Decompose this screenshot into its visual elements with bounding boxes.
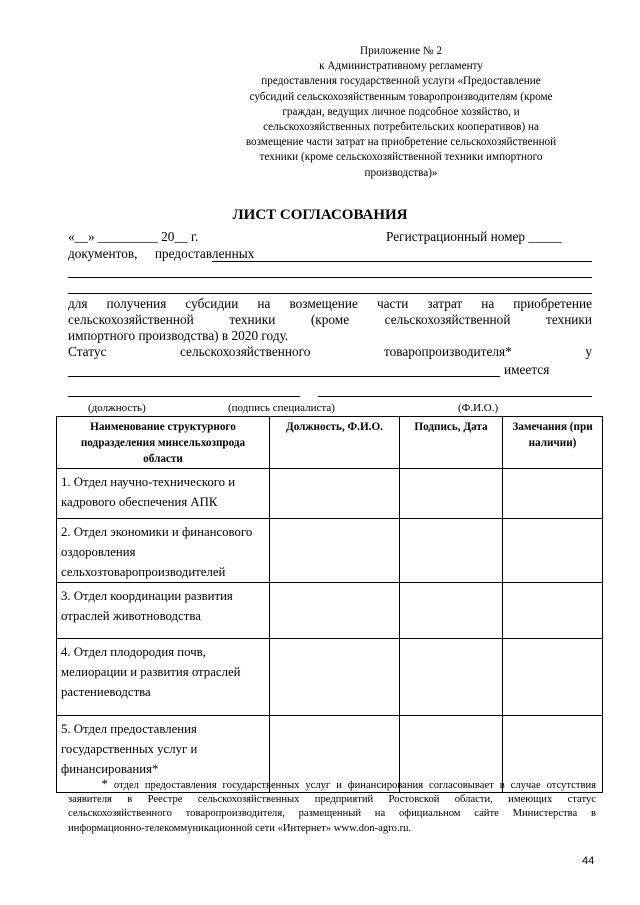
appendix-line: техники (кроме сельскохозяйственной техники импортного [259,151,543,164]
purpose-line: для получения субсидии на возмещение части затрат на приобретение [68,296,592,311]
documents-prefix: документов, [68,246,138,261]
position-line [68,396,300,397]
name-line [318,396,592,397]
purpose-line: импортного производства) в 2020 году. [68,328,289,343]
footnote [68,777,596,836]
registration-number: Регистрационный номер _____ [386,229,562,244]
header-signature-date: Подпись, Дата [400,417,503,469]
position-name-cell [270,639,400,716]
documents-fill-rule [212,261,592,262]
remarks-cell [503,639,603,716]
signature-date-cell [400,519,503,583]
header-remarks: Замечания (при наличии) [503,417,603,469]
table-header-row [57,417,603,469]
name-caption: (Ф.И.О.) [458,402,499,414]
appendix-line: граждан, ведущих личное подсобное хозяйство, и [282,105,520,118]
signature-date-cell [400,469,503,519]
approval-table [56,416,603,793]
documents-line [68,246,592,262]
department-cell: 2. Отдел экономики и финансового оздоровления сельхозтоваропроизводителей [57,519,270,583]
page-number: 44 [582,855,595,867]
signature-date-cell [400,583,503,639]
position-name-cell [270,583,400,639]
status-suffix: имеется [504,362,550,377]
header-department: Наименование структурного подразделения минсельхозпрода области [57,417,270,469]
date-month: _________ [97,229,158,244]
position-name-cell [270,519,400,583]
appendix-line: производства)» [364,166,438,179]
signature-caption: (подпись специалиста) [228,402,335,414]
status-fill-rule [68,376,500,377]
footnote-text: отдел предоставления государственных услуг и финансирования согласовывает в случае отсутствия заявителя в Реестре сельскохозяйственных предприятий Ростовской области, имеющих статус сельскохозяйственного товаропроизводителя, размещенный на официальном сайте Министерства в информационно-телекоммуникационной сети «Интернет» www.don-agro.ru. [68,780,596,834]
documents-fill-rule [68,277,592,278]
purpose-line: сельскохозяйственной техники (кроме сельскохозяйственной техники [68,312,592,327]
remarks-cell [503,583,603,639]
department-cell: 4. Отдел плодородия почв, мелиорации и развития отраслей растениеводства [57,639,270,716]
remarks-cell [503,519,603,583]
department-cell: 3. Отдел координации развития отраслей животноводства [57,583,270,639]
table-row [57,639,603,716]
signature-date-cell [400,639,503,716]
date-day: «__» [68,229,95,244]
table-row [57,583,603,639]
appendix-header [212,44,590,181]
remarks-cell [503,469,603,519]
documents-fill-rule [68,293,592,294]
appendix-line: Приложение № 2 [360,45,442,57]
appendix-line: субсидий сельскохозяйственным товаропроизводителям (кроме [249,90,553,103]
date-year: 20__ г. [161,229,199,244]
position-name-cell [270,469,400,519]
position-caption: (должность) [88,402,146,414]
footnote-star: * [101,776,108,791]
document-title: ЛИСТ СОГЛАСОВАНИЯ [232,207,408,223]
status-line: Статус сельскохозяйственного товаропроизводителя* у [68,344,592,359]
date-reg-line [68,229,592,245]
department-cell: 5. Отдел предоставления государственных услуг и финансирования* [57,716,270,793]
appendix-line: возмещение части затрат на приобретение сельскохозяйственной [245,136,557,149]
documents-label: предоставленных [154,246,255,261]
table-row [57,519,603,583]
department-cell: 1. Отдел научно-технического и кадрового обеспечения АПК [57,469,270,519]
table-row [57,469,603,519]
appendix-line: предоставления государственной услуги «Предоставление [261,75,541,88]
header-position-name: Должность, Ф.И.О. [270,417,400,469]
appendix-line: к Административному регламенту [319,60,483,73]
appendix-line: сельскохозяйственных потребительских кооперативов) на [263,121,539,134]
